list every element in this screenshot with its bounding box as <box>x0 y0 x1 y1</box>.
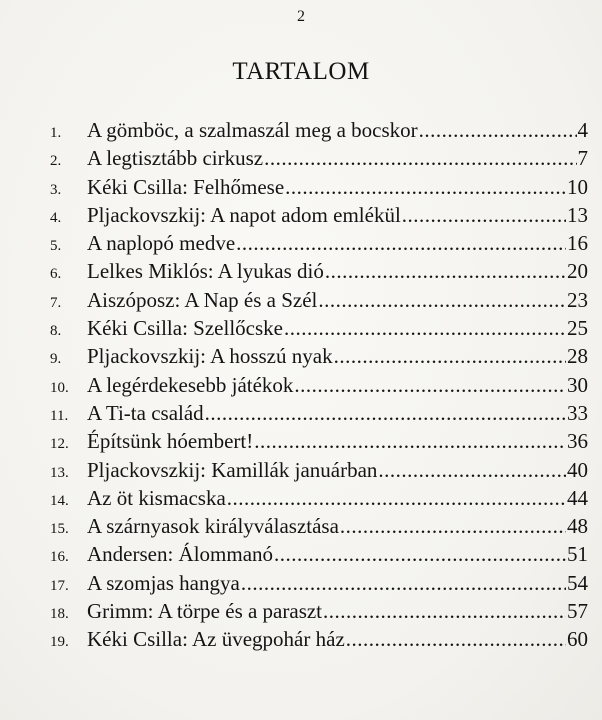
toc-entry-number: 12. <box>50 436 69 453</box>
toc-entry-page: 60 <box>567 627 588 652</box>
toc-entry <box>50 429 588 457</box>
toc-entry-number: 7. <box>50 294 62 311</box>
toc-entry <box>50 259 588 287</box>
toc-dot-leader <box>285 175 566 200</box>
toc-entry-number: 19. <box>50 634 69 651</box>
toc-entry-number: 4. <box>50 209 62 226</box>
toc-entry-page: 33 <box>567 400 588 425</box>
toc-entry-page: 48 <box>567 514 588 539</box>
toc-entry-page: 51 <box>567 542 588 567</box>
toc-entry-title: A gömböc, a szalmaszál meg a bocskor <box>87 118 418 142</box>
toc-entry-number: 6. <box>50 266 62 283</box>
toc-entry-number: 10. <box>50 379 69 396</box>
toc-entry-page: 40 <box>567 457 588 482</box>
toc-entry-page: 20 <box>567 259 588 284</box>
toc-entry-number: 5. <box>50 238 62 255</box>
toc-entry-title: Az öt kismacska <box>87 485 226 510</box>
toc-dot-leader <box>346 627 566 652</box>
toc-dot-leader <box>294 373 566 398</box>
toc-entry <box>50 118 588 146</box>
toc-entry-number: 2. <box>50 153 62 170</box>
toc-entry-title: Építsünk hóembert! <box>87 429 254 454</box>
toc-entry-number: 13. <box>50 464 69 481</box>
toc-entry-title: Lelkes Miklós: A lyukas dió <box>87 259 324 284</box>
toc-entry-title: A szomjas hangya <box>87 570 240 595</box>
toc-entry-number: 8. <box>50 323 62 340</box>
toc-dot-leader <box>274 542 566 567</box>
page-number: 2 <box>297 8 305 25</box>
toc-entry-page: 13 <box>567 202 588 227</box>
toc-entry-title: A naplopó medve <box>87 231 236 256</box>
toc-entry-number: 11. <box>50 407 69 424</box>
toc-entry <box>50 344 588 372</box>
toc-entry-title: A legtisztább cirkusz <box>87 146 264 171</box>
toc-entry-title: Kéki Csilla: Az üvegpohár ház <box>87 627 345 652</box>
toc-entry-page: 30 <box>567 372 588 397</box>
toc-dot-leader <box>378 458 566 483</box>
toc-entry-page: 36 <box>567 429 588 454</box>
toc-dot-leader <box>325 259 566 284</box>
toc-entry <box>50 486 588 514</box>
toc-dot-leader <box>334 344 566 369</box>
toc-entry-page: 28 <box>567 344 588 369</box>
toc-entry-page: 57 <box>567 599 588 624</box>
toc-entry-number: 14. <box>50 492 69 509</box>
toc-entry <box>50 514 588 542</box>
toc-entry <box>50 146 588 174</box>
page-title: TARTALOM <box>232 58 370 85</box>
toc-entry-title: A legérdekesebb játékok <box>87 372 294 397</box>
toc-entry <box>50 571 588 599</box>
toc-entry-title: Kéki Csilla: Szellőcske <box>87 316 283 341</box>
toc-entry-number: 3. <box>50 181 62 198</box>
toc-entry-number: 9. <box>50 351 62 368</box>
toc-dot-leader <box>241 571 566 596</box>
toc-dot-leader <box>340 514 566 539</box>
toc-entry-title: A Ti-ta család <box>87 400 204 425</box>
toc-entry <box>50 458 588 486</box>
toc-entry-page: 16 <box>567 231 588 256</box>
toc-entry-title: Aiszóposz: A Nap és a Szél <box>87 287 318 312</box>
toc-dot-leader <box>323 599 566 624</box>
toc-entry-title: A szárnyasok királyválasztása <box>87 514 339 539</box>
toc-dot-leader <box>284 316 566 341</box>
toc-entry <box>50 542 588 570</box>
toc-dot-leader <box>264 146 576 171</box>
toc-entry-page: 4 <box>577 118 588 142</box>
toc-dot-leader <box>419 118 577 143</box>
toc-entry <box>50 599 588 627</box>
toc-entry-title: Pljackovszkij: A napot adom emlékül <box>87 202 401 227</box>
toc-entry-title: Andersen: Álommanó <box>87 542 274 567</box>
toc-entry <box>50 627 588 655</box>
toc-dot-leader <box>236 231 566 256</box>
toc-entry-page: 54 <box>567 570 588 595</box>
toc-entry-title: Pljackovszkij: Kamillák januárban <box>87 457 378 482</box>
toc-entry-title: Grimm: A törpe és a paraszt <box>87 599 323 624</box>
toc-entry-number: 18. <box>50 606 69 623</box>
toc-entry <box>50 175 588 203</box>
toc-entry-title: Pljackovszkij: A hosszú nyak <box>87 344 333 369</box>
toc-entry-page: 25 <box>567 316 588 341</box>
toc-entry-page: 44 <box>567 485 588 510</box>
toc-dot-leader <box>318 288 566 313</box>
toc-entry-title: Kéki Csilla: Felhőmese <box>87 174 285 199</box>
toc-entry-number: 17. <box>50 577 69 594</box>
toc-dot-leader <box>254 429 566 454</box>
toc-entry-number: 15. <box>50 521 69 538</box>
toc-entry-page: 10 <box>567 174 588 199</box>
toc-entry <box>50 288 588 316</box>
toc-entry <box>50 373 588 401</box>
toc-entry-page: 7 <box>577 146 588 171</box>
toc-dot-leader <box>402 203 566 228</box>
toc-entry <box>50 231 588 259</box>
toc-entry <box>50 401 588 429</box>
toc-dot-leader <box>227 486 566 511</box>
toc-entry-number: 16. <box>50 549 69 566</box>
toc-entry <box>50 203 588 231</box>
toc-entry-number: 1. <box>50 125 62 141</box>
toc-entry <box>50 316 588 344</box>
toc-entry-page: 23 <box>567 287 588 312</box>
toc-dot-leader <box>205 401 566 426</box>
table-of-contents <box>50 118 588 656</box>
